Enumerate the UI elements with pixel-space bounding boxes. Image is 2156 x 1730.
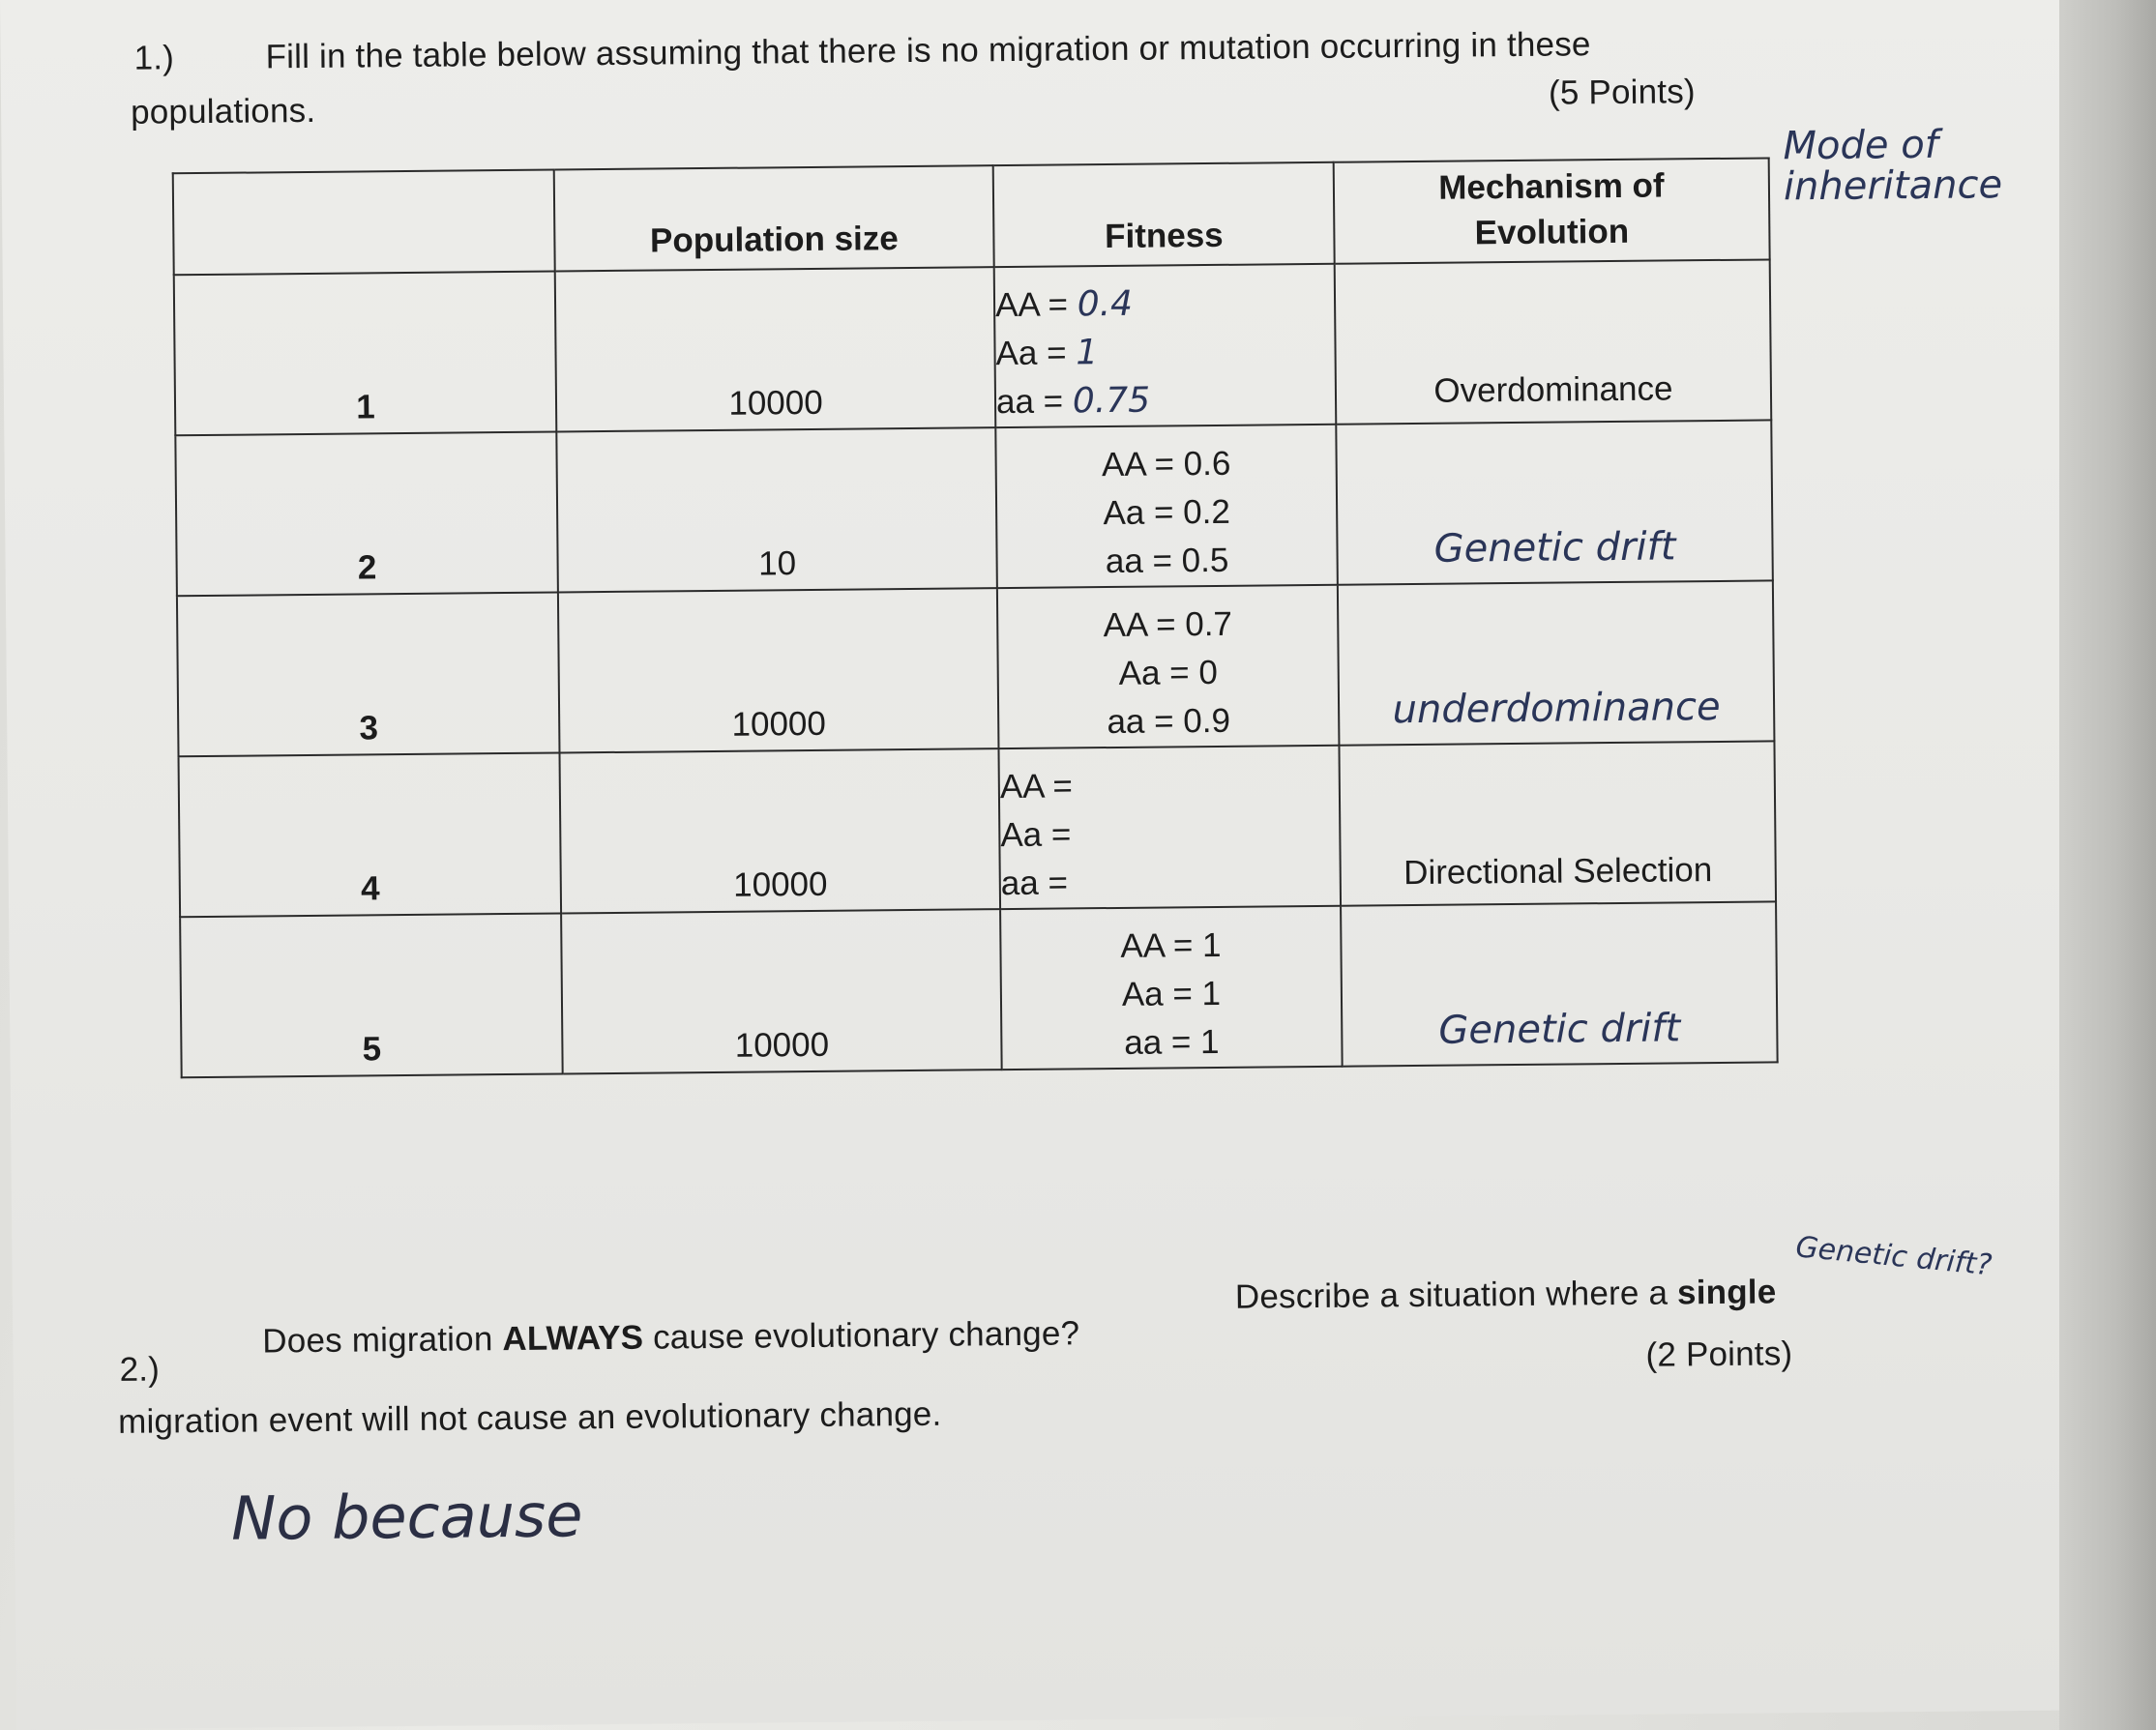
page-edge-shadow	[2059, 0, 2156, 1730]
fitness-AA	[995, 279, 1334, 330]
header-mechanism-line2: Evolution	[1474, 212, 1630, 252]
row-number: 3	[177, 592, 560, 756]
q2-emphasis-always: ALWAYS	[502, 1318, 644, 1359]
table-row	[177, 580, 1775, 756]
header-mechanism	[1334, 158, 1770, 263]
fitness-cell	[1000, 906, 1343, 1070]
header-fitness: Fitness	[993, 162, 1335, 267]
q2-text-part1: Does migration	[262, 1320, 503, 1361]
question-2-text-line1	[262, 1314, 1079, 1361]
row-number: 5	[180, 913, 563, 1077]
fitness-AA: AA = 1	[1120, 925, 1222, 965]
genotype-fitness-table	[172, 157, 1779, 1078]
header-blank-cell	[173, 170, 555, 276]
fitness-aa	[996, 375, 1335, 426]
fitness-Aa: Aa = 0	[1118, 653, 1218, 692]
fitness-handwritten-value: 0.4	[1077, 283, 1134, 325]
row-number: 4	[179, 752, 562, 917]
fitness-cell	[997, 585, 1340, 748]
fitness-label: aa =	[995, 382, 1074, 422]
fitness-label: Aa =	[995, 334, 1077, 373]
q2-text-part2: cause evolutionary change?	[643, 1314, 1080, 1357]
mechanism-cell[interactable]: Overdominance	[1335, 259, 1772, 424]
question-2-number: 2.)	[119, 1350, 161, 1389]
mechanism-handwritten: Genetic drift	[1438, 1006, 1681, 1053]
fitness-label: AA =	[994, 285, 1078, 325]
fitness-Aa	[995, 327, 1334, 378]
table-row	[179, 741, 1777, 917]
margin-note-mode-of-inheritance	[1783, 122, 2003, 210]
fitness-cell	[995, 425, 1338, 588]
header-population-size: Population size	[554, 165, 994, 271]
header-mechanism-line1: Mechanism of	[1438, 165, 1665, 207]
mechanism-cell: Directional Selection	[1339, 741, 1776, 905]
fitness-Aa: Aa =	[1000, 815, 1072, 855]
fitness-AA: AA =	[999, 767, 1073, 806]
fitness-Aa: Aa = 1	[1121, 974, 1222, 1013]
question-2-text-line2: migration event will not cause an evolutionary change.	[117, 1394, 942, 1441]
fitness-aa: aa = 0.5	[1105, 541, 1229, 581]
fitness-aa: aa = 1	[1124, 1022, 1220, 1062]
population-size-cell: 10000	[558, 588, 999, 752]
fitness-Aa: Aa = 0.2	[1103, 492, 1230, 533]
fitness-aa: aa = 0.9	[1107, 701, 1231, 742]
mechanism-cell[interactable]	[1336, 420, 1773, 584]
question-1-number: 1.)	[133, 39, 175, 77]
question-1-text-line1: Fill in the table below assuming that there is no migration or mutation occurring in these	[265, 25, 1591, 76]
population-size-cell: 10	[556, 427, 997, 592]
row-number: 1	[174, 272, 557, 436]
table-row	[175, 420, 1773, 596]
margin-note-line1: Mode of	[1783, 122, 1939, 169]
fitness-cell[interactable]	[994, 264, 1337, 427]
fitness-handwritten-value: 1	[1076, 333, 1099, 373]
fitness-cell[interactable]	[998, 746, 1341, 909]
margin-note-line2: inheritance	[1783, 162, 2003, 210]
mechanism-handwritten: Genetic drift	[1433, 524, 1676, 572]
population-size-cell: 10000	[555, 267, 996, 431]
fitness-AA: AA = 0.7	[1103, 604, 1233, 645]
table-row	[174, 259, 1772, 435]
fitness-aa: aa =	[1000, 864, 1069, 903]
question-2-text-line1b	[1235, 1273, 1777, 1316]
fitness-AA: AA = 0.6	[1101, 444, 1231, 484]
answer-2-handwritten[interactable]: No because	[230, 1480, 583, 1554]
mechanism-cell[interactable]	[1338, 580, 1775, 745]
question-1-text-line2: populations.	[130, 91, 316, 132]
table-row	[180, 901, 1778, 1077]
question-1-points: (5 Points)	[1548, 73, 1696, 112]
mechanism-cell[interactable]	[1341, 901, 1778, 1066]
q2-emphasis-single: single	[1676, 1273, 1777, 1312]
population-size-cell: 10000	[561, 909, 1002, 1073]
q2-text-part3: Describe a situation where a	[1234, 1274, 1678, 1316]
margin-note-genetic-drift: Genetic drift?	[1793, 1230, 1994, 1283]
fitness-handwritten-value: 0.75	[1072, 380, 1151, 422]
question-2-points: (2 Points)	[1645, 1334, 1793, 1374]
mechanism-handwritten: underdominance	[1392, 684, 1721, 733]
row-number: 2	[175, 431, 558, 596]
population-size-cell: 10000	[559, 748, 1000, 913]
table-header-row	[173, 158, 1770, 275]
